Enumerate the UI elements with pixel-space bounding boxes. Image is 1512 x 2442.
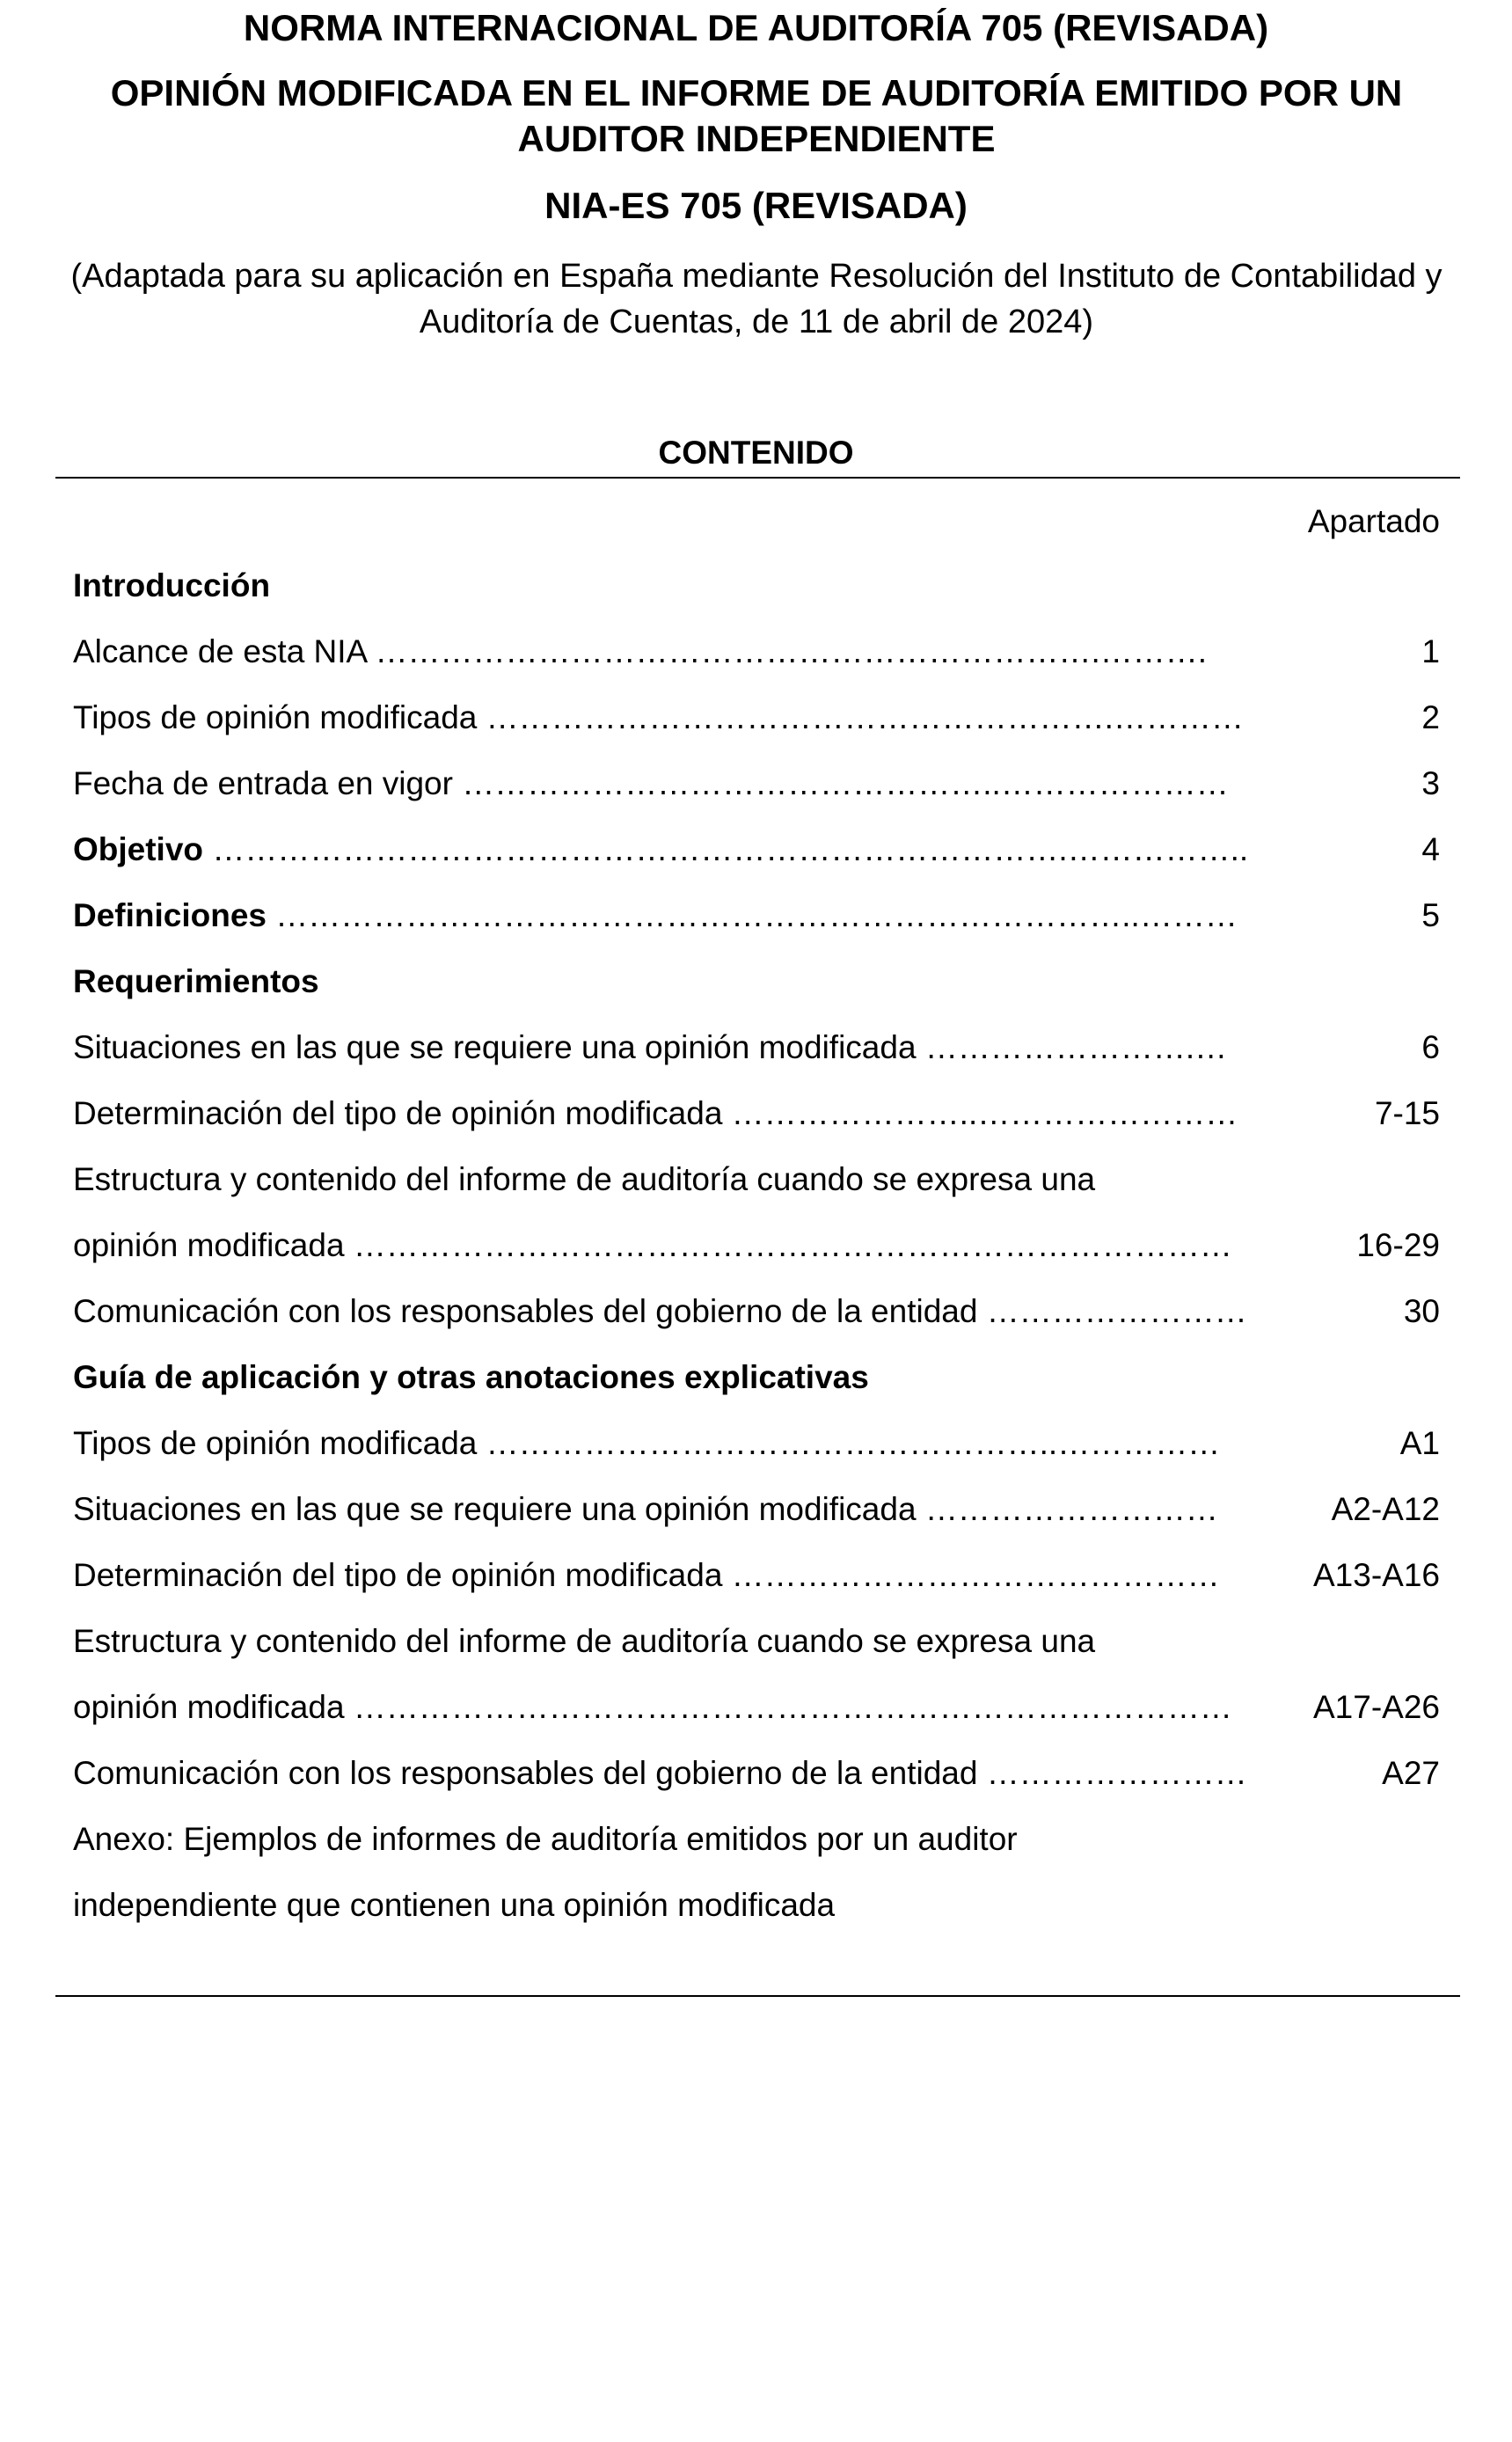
- toc-entry-label: [73, 1489, 1218, 1530]
- toc-entry: [73, 1489, 1440, 1555]
- document-subtitle-title: OPINIÓN MODIFICADA EN EL INFORME DE AUDITORÍA EMITIDO POR UN AUDITOR INDEPENDIENTE: [110, 72, 1403, 159]
- toc-entry-text: Determinación del tipo de opinión modificada: [73, 1557, 732, 1593]
- toc-entry: [73, 1225, 1440, 1291]
- toc-leader-dots: ………………………………………………………………………: [353, 1689, 1232, 1725]
- toc-entry: [73, 566, 1440, 632]
- toc-leader-dots: ………………………………………: [731, 1557, 1220, 1593]
- toc-entry: [73, 632, 1440, 698]
- table-of-contents: [73, 566, 1440, 1951]
- toc-entry-label: [73, 632, 1207, 672]
- toc-title: CONTENIDO: [658, 435, 854, 471]
- toc-leader-dots: ………………………………………………………….……….: [375, 633, 1208, 669]
- toc-entry-paragraph: 1: [1421, 633, 1440, 669]
- toc-leader-dots: …………………………………………………………………….……………..: [212, 831, 1249, 867]
- toc-entry-text: Definiciones: [73, 897, 276, 933]
- toc-entry: [73, 830, 1440, 896]
- toc-entry-label: [73, 1291, 1247, 1332]
- toc-entry-text: Introducción: [73, 567, 271, 603]
- toc-entry-paragraph: 4: [1421, 831, 1440, 867]
- toc-entry-text: Tipos de opinión modificada: [73, 699, 486, 735]
- toc-entry-label: [73, 1225, 1232, 1266]
- toc-entry: [73, 1291, 1440, 1357]
- document-standard-code: NIA-ES 705 (REVISADA): [544, 185, 968, 226]
- toc-leader-dots: ………………………………………………………………………: [353, 1227, 1232, 1263]
- toc-entry: [73, 1687, 1440, 1753]
- toc-entry-text: Tipos de opinión modificada: [73, 1425, 486, 1461]
- toc-entry-label: [73, 1159, 1095, 1200]
- toc-entry-paragraph: 5: [1421, 897, 1440, 933]
- toc-top-divider: [55, 477, 1460, 479]
- toc-entry: [73, 764, 1440, 830]
- toc-entry: [73, 1423, 1440, 1489]
- toc-entry-label: [73, 1885, 835, 1926]
- toc-entry: [73, 1027, 1440, 1093]
- toc-entry-text: independiente que contienen una opinión modificada: [73, 1887, 836, 1923]
- toc-entry-label: [73, 1621, 1095, 1662]
- toc-leader-dots: …………………….…: [924, 1029, 1228, 1065]
- toc-entry: [73, 1159, 1440, 1225]
- toc-entry-text: Determinación del tipo de opinión modificada: [73, 1095, 732, 1131]
- toc-leader-dots: ……………………………………………………………………..………: [275, 897, 1238, 933]
- toc-entry: [73, 1357, 1440, 1423]
- toc-entry-paragraph: 7-15: [1374, 1095, 1440, 1131]
- toc-entry-label: [73, 1357, 869, 1398]
- toc-entry: [73, 961, 1440, 1027]
- toc-entry-text: Estructura y contenido del informe de auditoría cuando se expresa una: [73, 1161, 1096, 1197]
- toc-entry-text: Guía de aplicación y otras anotaciones explicativas: [73, 1359, 869, 1395]
- toc-entry-text: Requerimientos: [73, 963, 319, 999]
- toc-entry-text: opinión modificada: [73, 1689, 354, 1725]
- toc-entry-label: [73, 1555, 1220, 1596]
- toc-entry: [73, 1819, 1440, 1885]
- toc-entry-paragraph: 16-29: [1356, 1227, 1440, 1263]
- toc-leader-dots: ………………………………………………….…………: [486, 699, 1244, 735]
- toc-entry: [73, 1555, 1440, 1621]
- toc-leader-dots: ……………………: [986, 1293, 1247, 1329]
- toc-leader-dots: ……………………………………………..……………: [486, 1425, 1221, 1461]
- toc-entry: [73, 896, 1440, 961]
- toc-entry-text: Situaciones en las que se requiere una opinión modificada: [73, 1491, 925, 1527]
- toc-entry-label: [73, 830, 1248, 870]
- toc-entry-label: [73, 698, 1244, 738]
- toc-leader-dots: ………………………: [924, 1491, 1218, 1527]
- toc-column-label: Apartado: [1307, 503, 1440, 539]
- toc-entry-text: Alcance de esta NIA: [73, 633, 376, 669]
- toc-entry-paragraph: A27: [1382, 1755, 1440, 1791]
- toc-entry-paragraph: 3: [1421, 765, 1440, 801]
- toc-entry-label: [73, 1093, 1238, 1134]
- toc-entry-label: [73, 566, 270, 606]
- toc-entry-label: [73, 896, 1238, 936]
- toc-leader-dots: ……………………: [986, 1755, 1247, 1791]
- document-title: NORMA INTERNACIONAL DE AUDITORÍA 705 (REVISADA): [243, 7, 1269, 48]
- toc-bottom-divider: [55, 1995, 1460, 1997]
- toc-entry-label: [73, 1027, 1227, 1068]
- toc-entry-paragraph: 2: [1421, 699, 1440, 735]
- toc-entry: [73, 698, 1440, 764]
- toc-entry-text: Comunicación con los responsables del gobierno de la entidad: [73, 1293, 987, 1329]
- toc-entry-label: [73, 1819, 1018, 1860]
- toc-entry-text: Comunicación con los responsables del gobierno de la entidad: [73, 1755, 987, 1791]
- toc-entry-text: opinión modificada: [73, 1227, 354, 1263]
- toc-entry: [73, 1093, 1440, 1159]
- toc-entry-text: Anexo: Ejemplos de informes de auditoría emitidos por un auditor: [73, 1821, 1018, 1857]
- toc-leader-dots: …………………..……………………: [731, 1095, 1238, 1131]
- toc-entry-paragraph: A13-A16: [1313, 1557, 1440, 1593]
- toc-leader-dots: …………………………………………..…………………: [462, 765, 1229, 801]
- toc-entry-text: Objetivo: [73, 831, 213, 867]
- toc-entry-paragraph: A1: [1399, 1425, 1440, 1461]
- toc-entry: [73, 1885, 1440, 1951]
- adaptation-note: (Adaptada para su aplicación en España mediante Resolución del Instituto de Contabilidad y Auditoría de Cuentas, de 11 de abril de 2024): [70, 258, 1443, 340]
- toc-entry-label: [73, 764, 1229, 804]
- toc-entry-label: [73, 1753, 1247, 1794]
- toc-entry-label: [73, 1687, 1232, 1728]
- toc-entry: [73, 1621, 1440, 1687]
- toc-entry-label: [73, 1423, 1220, 1464]
- toc-entry-label: [73, 961, 319, 1002]
- toc-entry-paragraph: A2-A12: [1331, 1491, 1440, 1527]
- toc-entry-text: Estructura y contenido del informe de auditoría cuando se expresa una: [73, 1623, 1096, 1659]
- toc-entry-paragraph: A17-A26: [1313, 1689, 1440, 1725]
- toc-entry-text: Fecha de entrada en vigor: [73, 765, 463, 801]
- toc-entry: [73, 1753, 1440, 1819]
- toc-entry-text: Situaciones en las que se requiere una opinión modificada: [73, 1029, 925, 1065]
- toc-entry-paragraph: 6: [1421, 1029, 1440, 1065]
- toc-entry-paragraph: 30: [1403, 1293, 1440, 1329]
